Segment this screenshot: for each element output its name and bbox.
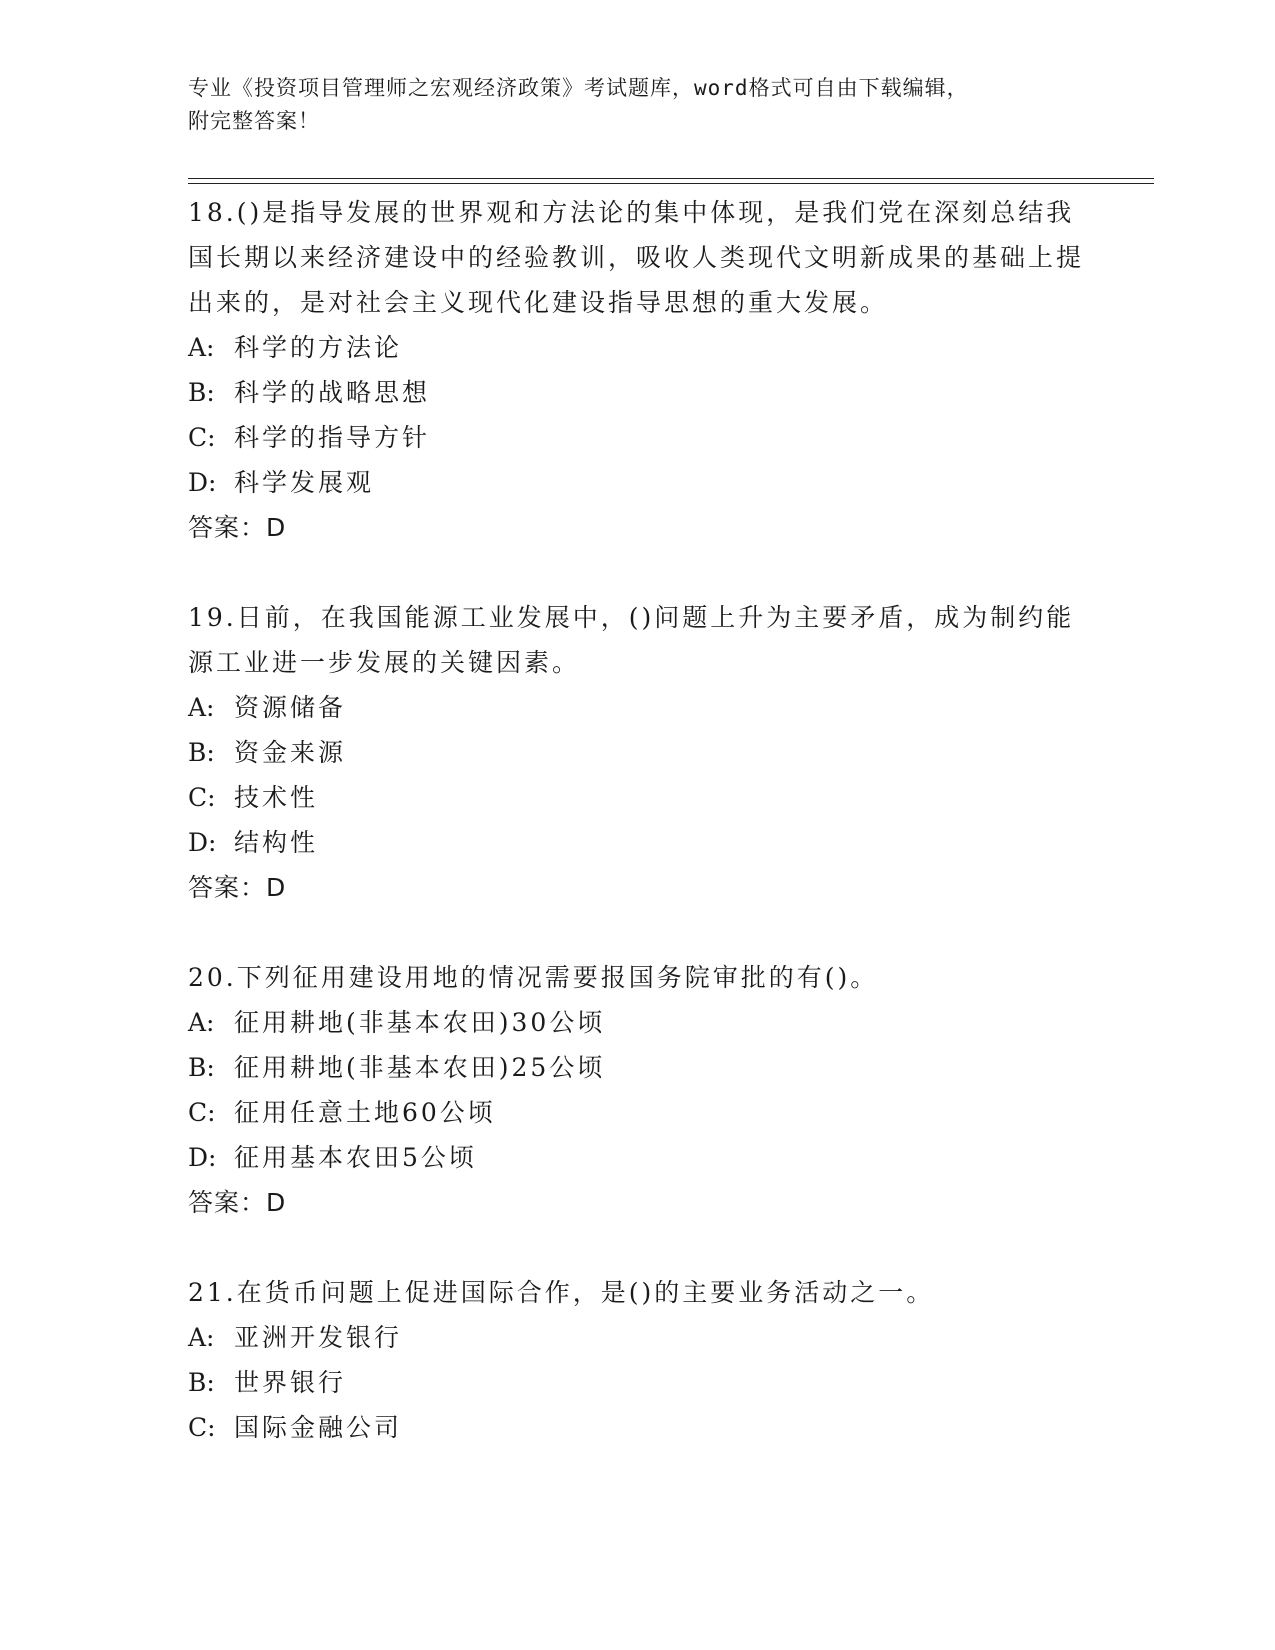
option-c [188, 415, 1088, 460]
question-21 [188, 1270, 1088, 1450]
option-text: 科学的战略思想 [234, 378, 431, 407]
question-20 [188, 955, 1088, 1225]
header-line-1: 专业《投资项目管理师之宏观经济政策》考试题库，word格式可自由下载编辑， [188, 76, 969, 100]
option-letter: C: [188, 1098, 216, 1127]
option-text: 资源储备 [234, 693, 347, 722]
question-list [188, 190, 1088, 1450]
option-letter: C: [188, 423, 216, 452]
question-stem: 21.在货币问题上促进国际合作，是()的主要业务活动之一。 [188, 1278, 935, 1307]
option-a [188, 1315, 1088, 1360]
option-text: 征用耕地(非基本农田)30公顷 [234, 1008, 606, 1037]
option-letter: D: [188, 1143, 217, 1172]
option-text: 科学发展观 [234, 468, 375, 497]
option-letter: C: [188, 783, 216, 812]
option-b [188, 370, 1088, 415]
document-header [188, 72, 1088, 138]
option-letter: A: [188, 1008, 215, 1037]
option-a [188, 685, 1088, 730]
option-d [188, 1135, 1088, 1180]
option-b [188, 730, 1088, 775]
question-stem: 18.()是指导发展的世界观和方法论的集中体现，是我们党在深刻总结我国长期以来经济建设中的经验教训，吸收人类现代文明新成果的基础上提出来的，是对社会主义现代化建设指导思想的重大发展。 [188, 198, 1085, 317]
answer-line: 答案：D [188, 873, 287, 902]
option-letter: B: [188, 1053, 215, 1082]
option-text: 科学的指导方针 [234, 423, 431, 452]
option-a [188, 325, 1088, 370]
option-c [188, 775, 1088, 820]
option-letter: D: [188, 468, 217, 497]
answer-line: 答案：D [188, 513, 287, 542]
option-letter: C: [188, 1413, 216, 1442]
option-text: 世界银行 [234, 1368, 347, 1397]
option-letter: B: [188, 738, 215, 767]
option-text: 资金来源 [234, 738, 347, 767]
option-d [188, 460, 1088, 505]
question-stem: 19.日前，在我国能源工业发展中，()问题上升为主要矛盾，成为制约能源工业进一步发展的关键因素。 [188, 603, 1075, 677]
option-text: 征用基本农田5公顷 [234, 1143, 477, 1172]
header-line-2: 附完整答案！ [188, 109, 320, 133]
question-19 [188, 595, 1088, 910]
option-letter: D: [188, 828, 217, 857]
option-text: 亚洲开发银行 [234, 1323, 403, 1352]
option-b [188, 1360, 1088, 1405]
option-c [188, 1405, 1088, 1450]
answer-line: 答案：D [188, 1188, 287, 1217]
option-c [188, 1090, 1088, 1135]
option-text: 技术性 [234, 783, 319, 812]
option-a [188, 1000, 1088, 1045]
question-stem: 20.下列征用建设用地的情况需要报国务院审批的有()。 [188, 963, 879, 992]
option-b [188, 1045, 1088, 1090]
option-letter: A: [188, 1323, 215, 1352]
option-text: 国际金融公司 [234, 1413, 403, 1442]
option-letter: A: [188, 333, 215, 362]
option-d [188, 820, 1088, 865]
option-text: 征用任意土地60公顷 [234, 1098, 496, 1127]
question-18 [188, 190, 1088, 550]
option-text: 结构性 [234, 828, 319, 857]
option-letter: B: [188, 378, 215, 407]
header-divider-top [188, 178, 1154, 179]
option-text: 科学的方法论 [234, 333, 403, 362]
option-letter: A: [188, 693, 215, 722]
option-text: 征用耕地(非基本农田)25公顷 [234, 1053, 606, 1082]
option-letter: B: [188, 1368, 215, 1397]
header-divider-bottom [188, 183, 1154, 184]
